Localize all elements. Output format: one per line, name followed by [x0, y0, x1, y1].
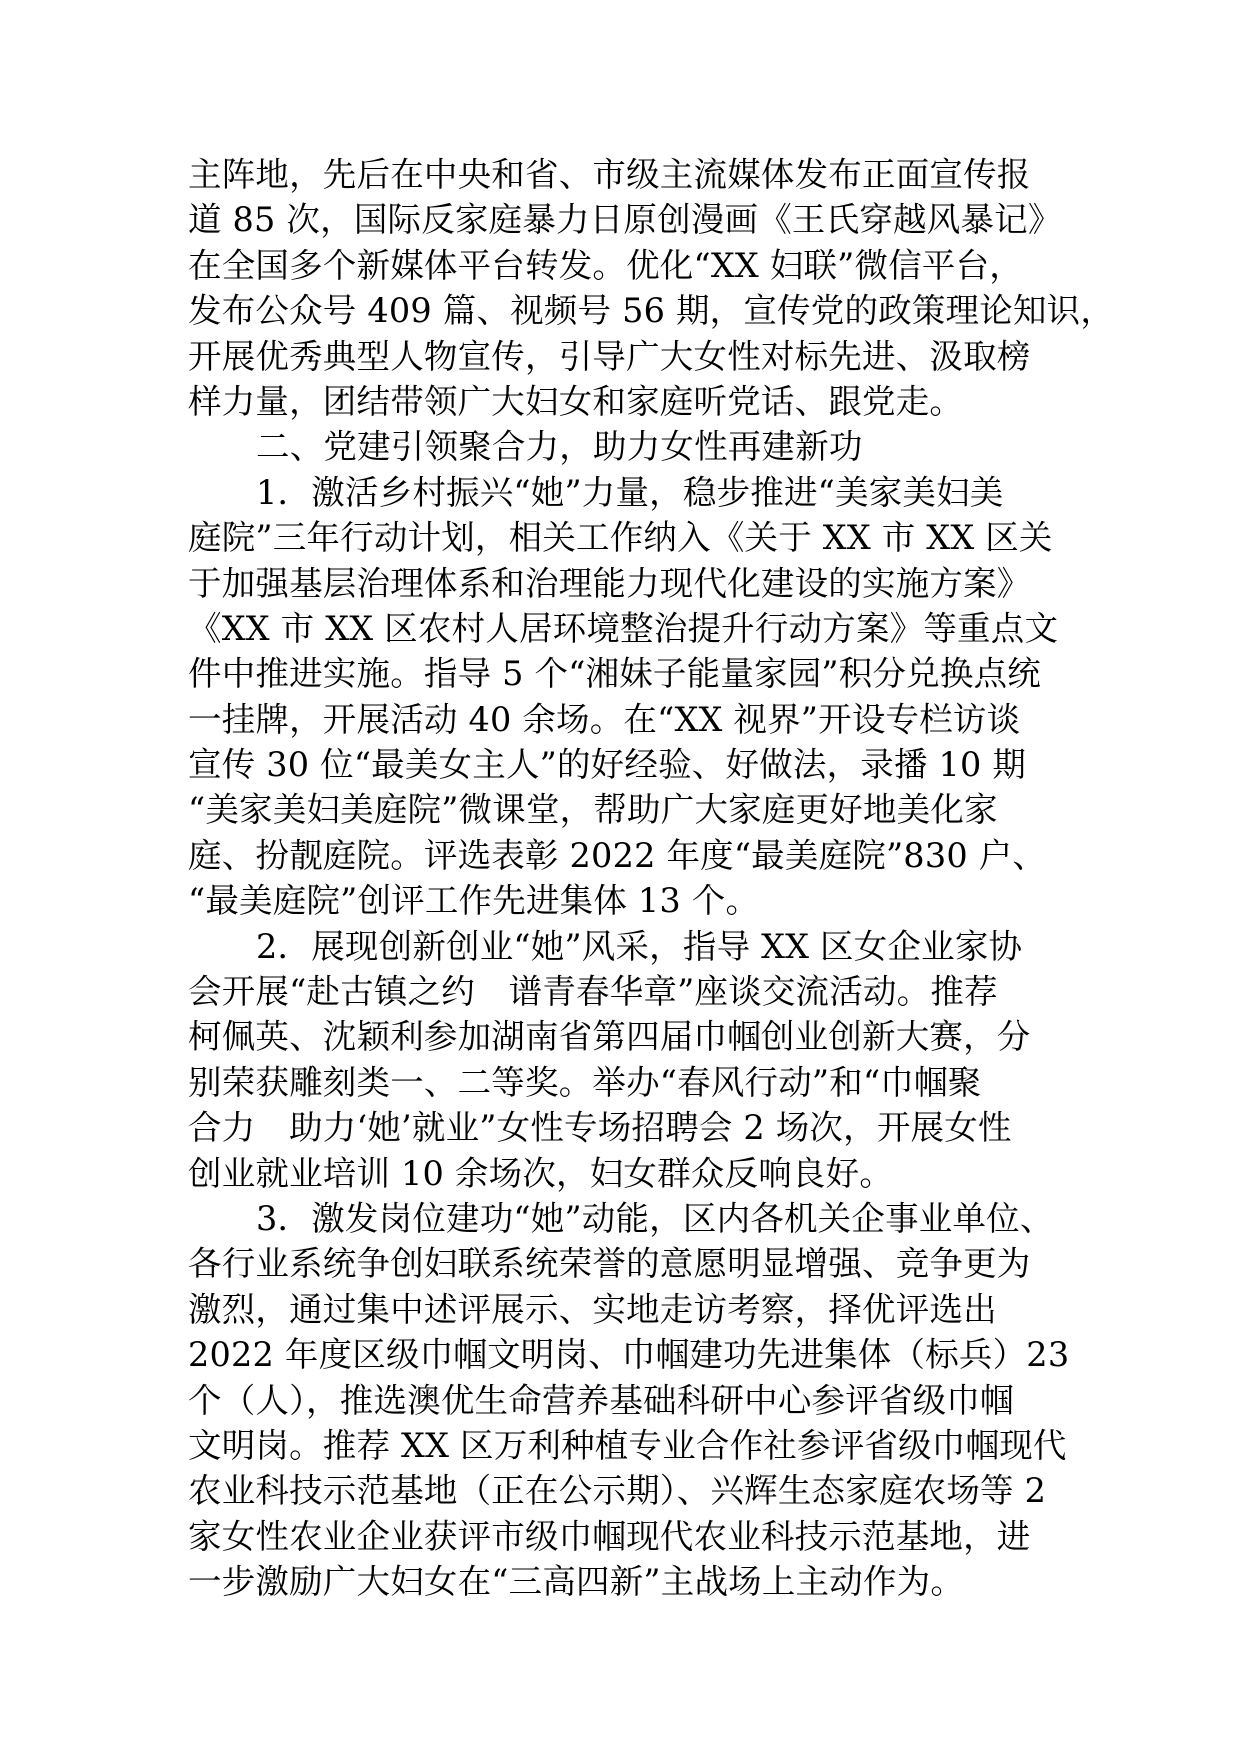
text-line: 柯佩英、沈颖利参加湖南省第四届巾帼创业创新大赛，分	[188, 1017, 1031, 1057]
text-line: 各行业系统争创妇联系统荣誉的意愿明显增强、竞争更为	[188, 1244, 1031, 1284]
text-line: 《XX 市 XX 区农村人居环境整治提升行动方案》等重点文	[188, 608, 1059, 648]
text-line: 别荣获雕刻类一、二等奖。举办“春风行动”和“巾帼聚	[188, 1062, 982, 1102]
section-heading: 二、党建引领聚合力，助力女性再建新功	[256, 427, 863, 467]
text-line: 庭院”三年行动计划，相关工作纳入《关于 XX 市 XX 区关	[188, 518, 1053, 558]
text-line: “最美庭院”创评工作先进集体 13 个。	[188, 881, 760, 921]
text-line: 1．激活乡村振兴“她”力量，稳步推进“美家美妇美	[256, 472, 1004, 512]
text-line: 创业就业培训 10 余场次，妇女群众反响良好。	[188, 1153, 894, 1193]
text-line: 庭、扮靓庭院。评选表彰 2022 年度“最美庭院”830 户、	[188, 835, 1047, 875]
text-line: “美家美妇美庭院”微课堂，帮助广大家庭更好地美化家	[188, 790, 998, 830]
text-line: 开展优秀典型人物宣传，引导广大女性对标先进、汲取榜	[188, 336, 1031, 376]
text-line: 样力量，团结带领广大妇女和家庭听党话、跟党走。	[188, 381, 964, 421]
text-line: 农业科技示范基地（正在公示期）、兴辉生态家庭农场等 2	[188, 1471, 1047, 1511]
text-line: 家女性农业企业获评市级巾帼现代农业科技示范基地，进	[188, 1516, 1031, 1556]
text-line: 个（人），推选澳优生命营养基础科研中心参评省级巾帼	[188, 1380, 1014, 1420]
text-line: 文明岗。推荐 XX 区万利种植专业合作社参评省级巾帼现代	[188, 1425, 1067, 1465]
text-line: 3．激发岗位建功“她”动能，区内各机关企事业单位、	[256, 1198, 1054, 1238]
text-line: 宣传 30 位“最美女主人”的好经验、好做法，录播 10 期	[188, 745, 1027, 785]
text-line: 道 85 次，国际反家庭暴力日原创漫画《王氏穿越风暴记》	[188, 200, 1062, 240]
text-line: 激烈，通过集中述评展示、实地走访考察，择优评选出	[188, 1289, 997, 1329]
text-line: 于加强基层治理体系和治理能力现代化建设的实施方案》	[188, 563, 1031, 603]
text-line: 会开展“赴古镇之约 谱青春华章”座谈交流活动。推荐	[188, 972, 998, 1012]
text-line: 一挂牌，开展活动 40 余场。在“XX 视界”开设专栏访谈	[188, 699, 1021, 739]
text-line: 在全国多个新媒体平台转发。优化“XX 妇联”微信平台，	[188, 245, 1023, 285]
text-line: 一步激励广大妇女在“三高四新”主战场上主动作为。	[188, 1562, 965, 1602]
text-line: 2．展现创新创业“她”风采，指导 XX 区女企业家协	[256, 926, 1023, 966]
text-line: 2022 年度区级巾帼文明岗、巾帼建功先进集体（标兵）23	[188, 1335, 1070, 1375]
document-body	[188, 152, 1115, 1605]
text-line: 主阵地，先后在中央和省、市级主流媒体发布正面宣传报	[188, 155, 1031, 194]
text-line: 合力 助力‘她’就业”女性专场招聘会 2 场次，开展女性	[188, 1108, 1012, 1148]
text-line: 发布公众号 409 篇、视频号 56 期，宣传党的政策理论知识，	[188, 291, 1115, 331]
text-line: 件中推进实施。指导 5 个“湘妹子能量家园”积分兑换点统	[188, 654, 1041, 694]
